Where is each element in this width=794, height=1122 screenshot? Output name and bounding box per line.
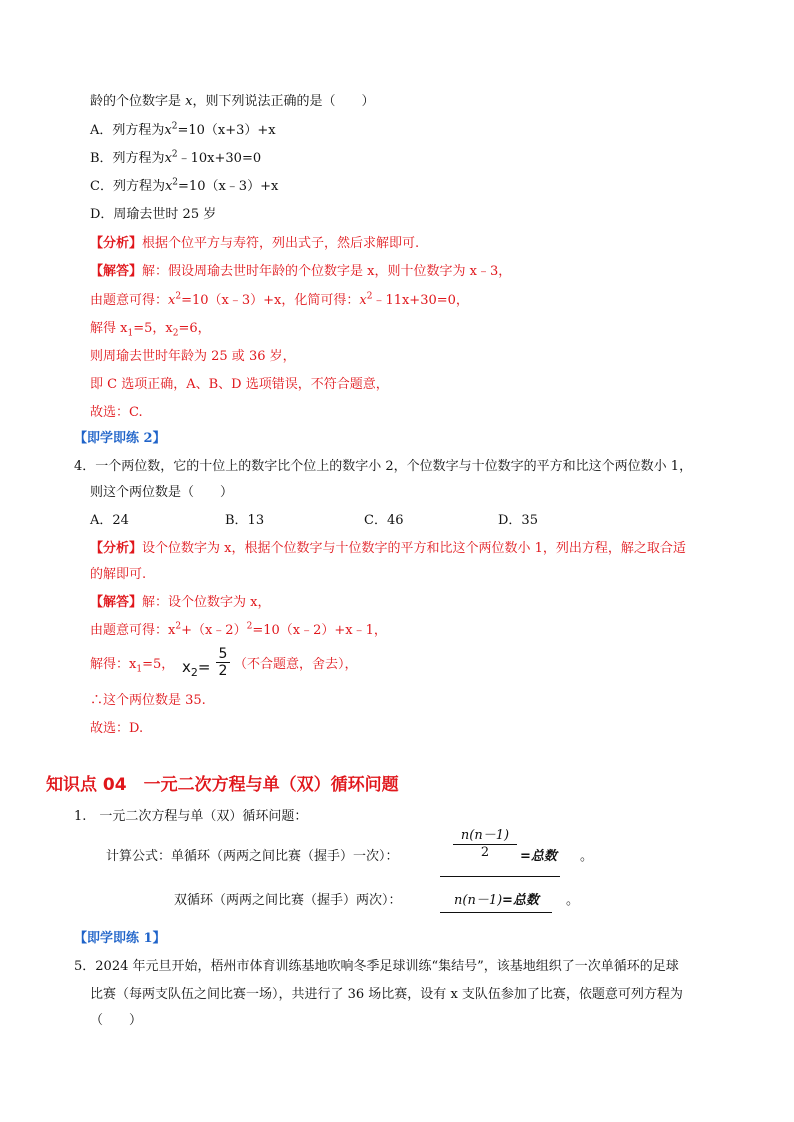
q3-stem-tail: 龄的个位数字是 x，则下列说法正确的是（ ） xyxy=(90,94,375,109)
q3-option-d: D．周瑜去世时 25 岁 xyxy=(90,207,217,222)
q3-answer-line4: 则周瑜去世时年龄为 25 或 36 岁， xyxy=(90,349,296,364)
formula-period-2: 。 xyxy=(566,893,580,908)
practice-heading-2: 【即学即练 2】 xyxy=(74,431,166,446)
q4-answer-line1: 【解答】解：设个位数字为 x， xyxy=(90,595,271,610)
formula-fraction: n(n－1) 2 xyxy=(453,828,517,861)
q3-answer-line2: 由题意可得：$x^2=10(x﹣3)+x$，化简可得：$x^2﹣11x+30=0$， xyxy=(90,291,469,308)
q4-answer-line5: 故选：D. xyxy=(90,721,144,736)
q3-analysis: 【分析】根据个位平方与寿符，列出式子，然后求解即可. xyxy=(90,236,420,251)
q4-x2-symbol: $x_2=$ xyxy=(182,658,211,679)
formula-total-double: =总数 xyxy=(502,893,539,908)
q3-answer-line1: 【解答】解：假设周瑜去世时年龄的个位数字是 x，则十位数字为 x﹣3， xyxy=(90,264,512,279)
q4-stem-line1: 4．一个两位数，它的十位上的数字比个位上的数字小 2，个位数字与十位数字的平方和比这个两位数小 1， xyxy=(74,459,693,474)
q4-stem-line2: 则这个两位数是（ ） xyxy=(90,485,234,500)
q3-answer-line5: 即 C 选项正确，A、B、D 选项错误，不符合题意， xyxy=(90,377,389,392)
q4-answer-line3-note: （不合题意，舍去）， xyxy=(234,657,358,672)
q3-option-b: B．列方程为$x^2﹣10x+30=0$ xyxy=(90,149,262,166)
formula-expr-double: n(n－1) xyxy=(454,893,503,908)
formula-underline-1 xyxy=(440,876,560,877)
practice-heading-1: 【即学即练 1】 xyxy=(74,931,166,946)
section-point-1: 1. 一元二次方程与单（双）循环问题： xyxy=(74,809,308,824)
q4-answer-line3: 解得：$x_1=5$， xyxy=(90,657,175,675)
q4-analysis-line1: 【分析】设个位数字为 x，根据个位数字与十位数字的平方和比这个两位数小 1，列出方程，解之取合适 xyxy=(90,541,686,556)
q4-analysis-line2: 的解即可. xyxy=(90,567,147,582)
q4-fraction: 5 2 xyxy=(216,646,230,679)
q3-answer-line6: 故选：C. xyxy=(90,405,143,420)
q4-option-c: C．46 xyxy=(364,513,404,528)
q3-option-c: C．列方程为$x^2=10(x﹣3)+x$ xyxy=(90,177,279,194)
q5-stem-line2: 比赛（每两支队伍之间比赛一场），共进行了 36 场比赛，设有 x 支队伍参加了比赛，依题意可列方程为 xyxy=(90,987,683,1002)
q4-option-b: B．13 xyxy=(225,513,265,528)
q3-answer-line3: 解得 $x_1=5$，$x_2=6$， xyxy=(90,321,211,339)
formula-label-single: 计算公式：单循环（两两之间比赛（握手）一次）： xyxy=(106,849,399,864)
formula-label-double: 双循环（两两之间比赛（握手）两次）： xyxy=(174,893,402,908)
section-title: 知识点 04 一元二次方程与单（双）循环问题 xyxy=(46,775,399,795)
q4-answer-line4: ∴这个两位数是 35. xyxy=(90,693,206,708)
q5-stem-line1: 5．2024 年元旦开始，梧州市体育训练基地吹响冬季足球训练“集结号”，该基地组织了一次单循环的足球 xyxy=(74,959,679,974)
q3-option-a: A．列方程为$x^2=10(x+3)+x$ xyxy=(90,121,276,138)
formula-underline-2 xyxy=(440,912,552,913)
formula-period-1: 。 xyxy=(580,849,594,864)
q4-option-a: A．24 xyxy=(90,513,129,528)
formula-total-single: =总数 xyxy=(520,849,557,864)
q5-stem-line3: （ ） xyxy=(90,1013,143,1028)
q4-option-d: D．35 xyxy=(498,513,538,528)
q4-answer-line2: 由题意可得：$x^2+(x﹣2)^2=10(x﹣2)+x﹣1$， xyxy=(90,621,387,638)
